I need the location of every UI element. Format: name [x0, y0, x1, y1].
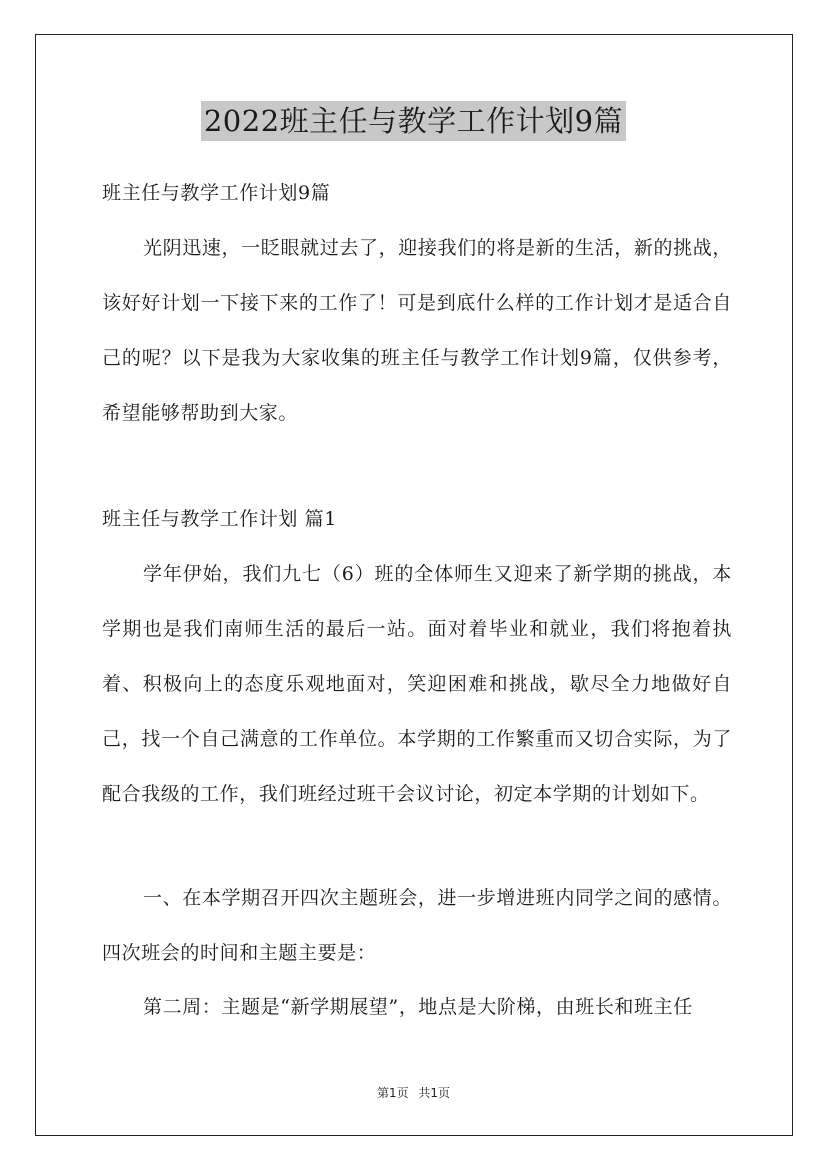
- document-subtitle: 班主任与教学工作计划9篇: [102, 182, 331, 204]
- page-number-current: 第1页: [376, 1086, 409, 1100]
- body-paragraph-2: 一、在本学期召开四次主题班会，进一步增进班内同学之间的感情。四次班会的时间和主题主要是：: [102, 887, 732, 964]
- page-footer: [0, 1084, 827, 1101]
- section-heading: 班主任与教学工作计划 篇1: [102, 508, 337, 530]
- page-number-total: 共1页: [418, 1086, 451, 1100]
- intro-paragraph: 光阴迅速，一眨眼就过去了，迎接我们的将是新的生活，新的挑战，该好好计划一下接下来的工作了！可是到底什么样的工作计划才是适合自己的呢？以下是我为大家收集的班主任与教学工作计划9篇，仅供参考，希望能够帮助到大家。: [102, 237, 732, 424]
- body-paragraph-3: 第二周：主题是“新学期展望”，地点是大阶梯，由班长和班主任: [143, 996, 693, 1018]
- title-area: [0, 101, 827, 141]
- body-paragraph-1: 学年伊始，我们九七（6）班的全体师生又迎来了新学期的挑战，本学期也是我们南师生活的最后一站。面对着毕业和就业，我们将抱着执着、积极向上的态度乐观地面对，笑迎困难和挑战，歇尽全力地做好自己，找一个自己满意的工作单位。本学期的工作繁重而又切合实际，为了配合我级的工作，我们班经过班干会议讨论，初定本学期的计划如下。: [102, 563, 732, 805]
- document-title: 2022班主任与教学工作计划9篇: [201, 101, 626, 141]
